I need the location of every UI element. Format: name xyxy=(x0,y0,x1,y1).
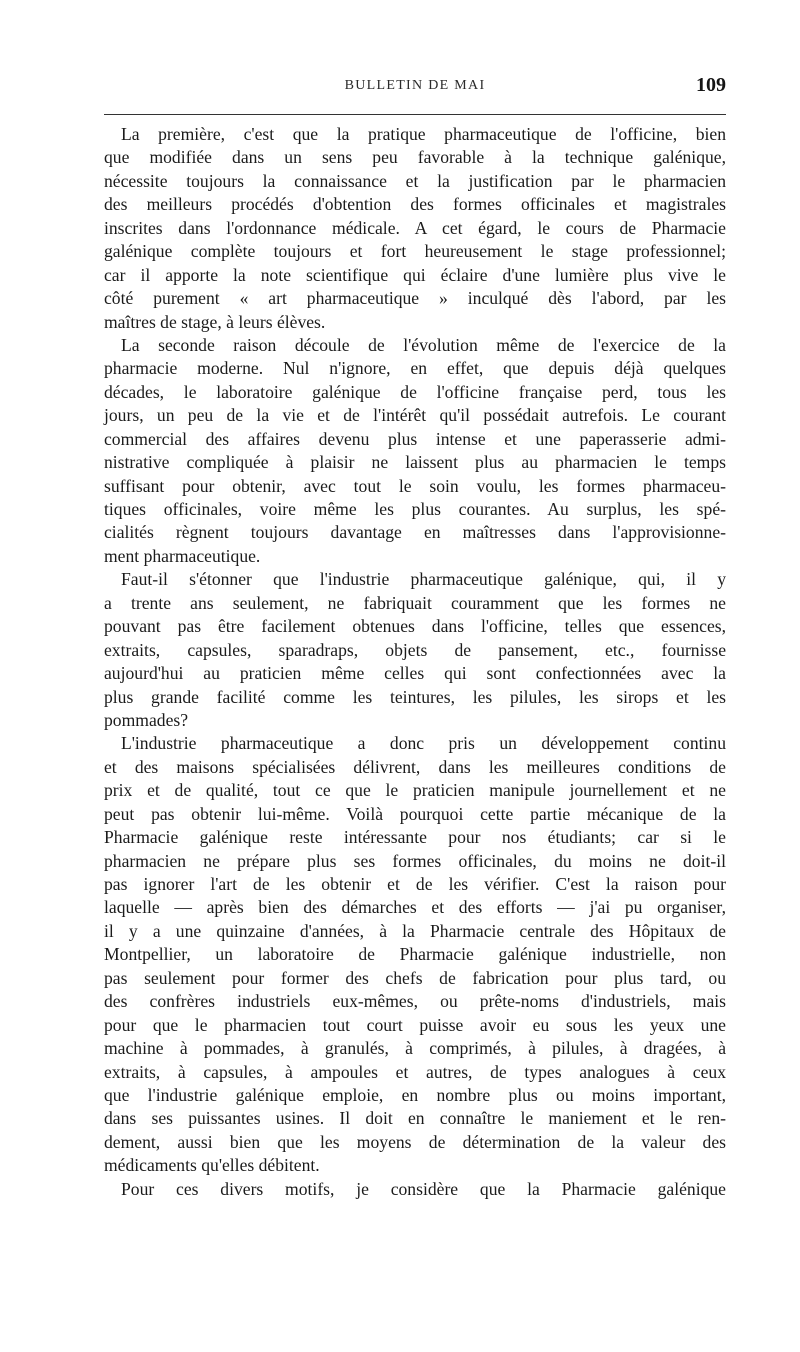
text-line: commercial des affaires devenu plus intense et une paperasserie admi- xyxy=(104,428,726,449)
text-line: dement, aussi bien que les moyens de détermination de la valeur des xyxy=(104,1131,726,1152)
text-line: dans ses puissantes usines. Il doit en connaître le maniement et le ren- xyxy=(104,1108,726,1129)
text-line: décades, le laboratoire galénique de l'officine française perd, tous les xyxy=(104,381,726,402)
text-line: maîtres de stage, à leurs élèves. xyxy=(104,311,326,332)
text-line: car il apporte la note scientifique qui éclaire d'une lumière plus vive le xyxy=(104,264,726,285)
running-title: BULLETIN DE MAI xyxy=(344,78,486,93)
page-header xyxy=(104,72,726,102)
text-line: prix et de qualité, tout ce que le praticien manipule journellement et ne xyxy=(104,780,726,801)
text-line: cialités règnent toujours davantage en maîtresses dans l'approvisionne- xyxy=(104,522,726,543)
text-line: inscrites dans l'ordonnance médicale. A cet égard, le cours de Pharmacie xyxy=(104,217,726,238)
text-line: aujourd'hui au praticien même celles qui sont confectionnées avec la xyxy=(104,663,726,684)
text-line: et des maisons spécialisées délivrent, dans les meilleures conditions de xyxy=(104,756,726,777)
text-line: extraits, capsules, sparadraps, objets de pansement, etc., fournisse xyxy=(104,639,726,660)
text-line: il y a une quinzaine d'années, à la Pharmacie centrale des Hôpitaux de xyxy=(104,920,726,941)
text-line: des confrères industriels eux-mêmes, ou prête-noms d'industriels, mais xyxy=(104,991,726,1012)
text-line: tiques officinales, voire même les plus courantes. Au surplus, les spé- xyxy=(104,499,726,519)
text-line: médicaments qu'elles débitent. xyxy=(104,1155,320,1176)
text-line: pharmacien ne prépare plus ses formes officinales, du moins ne doit-il xyxy=(104,850,726,871)
body-text xyxy=(104,123,726,1201)
text-line: des meilleurs procédés d'obtention des formes officinales et magistrales xyxy=(104,194,726,215)
text-line: jours, un peu de la vie et de l'intérêt qu'il possédait autrefois. Le courant xyxy=(104,405,726,426)
text-line: La seconde raison découle de l'évolution même de l'exercice de la xyxy=(121,334,726,355)
text-line: peut pas obtenir lui-même. Voilà pourquoi cette partie mécanique de la xyxy=(104,803,726,824)
text-line: nécessite toujours la connaissance et la justification par le pharmacien xyxy=(104,170,726,191)
text-line: Faut-il s'étonner que l'industrie pharmaceutique galénique, qui, il y xyxy=(121,569,726,590)
text-line: pouvant pas être facilement obtenues dans l'officine, telles que essences, xyxy=(104,616,726,637)
text-line: que l'industrie galénique emploie, en nombre plus ou moins important, xyxy=(104,1084,726,1105)
text-line: pommades? xyxy=(104,709,189,730)
text-line: a trente ans seulement, ne fabriquait couramment que les formes ne xyxy=(104,592,726,613)
text-line: que modifiée dans un sens peu favorable à la technique galénique, xyxy=(104,147,726,168)
text-line: ment pharmaceutique. xyxy=(104,545,261,566)
page-number: 109 xyxy=(696,74,726,96)
text-line: côté purement « art pharmaceutique » inculqué dès l'abord, par les xyxy=(104,288,726,309)
text-line: nistrative compliquée à plaisir ne laissent plus au pharmacien le temps xyxy=(104,452,726,473)
header-rule xyxy=(104,114,726,115)
text-line: Montpellier, un laboratoire de Pharmacie galénique industrielle, non xyxy=(104,944,726,965)
text-line: pas seulement pour former des chefs de fabrication pour plus tard, ou xyxy=(104,967,726,988)
text-line: pour que le pharmacien tout court puisse avoir eu sous les yeux une xyxy=(104,1014,726,1035)
text-line: plus grande facilité comme les teintures, les pilules, les sirops et les xyxy=(104,686,726,707)
text-line: machine à pommades, à granulés, à comprimés, à pilules, à dragées, à xyxy=(104,1038,726,1059)
text-line: pharmacie moderne. Nul n'ignore, en effet, que depuis déjà quelques xyxy=(104,358,726,379)
text-line: L'industrie pharmaceutique a donc pris un développement continu xyxy=(121,733,726,754)
text-line: galénique complète toujours et fort heureusement le stage professionnel; xyxy=(104,241,726,262)
text-line: suffisant pour obtenir, avec tout le soin voulu, les formes pharmaceu- xyxy=(104,475,726,496)
text-line: laquelle — après bien des démarches et des efforts — j'ai pu organiser, xyxy=(104,897,726,918)
text-line: pas ignorer l'art de les obtenir et de les vérifier. C'est la raison pour xyxy=(104,874,726,894)
text-line: Pour ces divers motifs, je considère que la Pharmacie galénique xyxy=(121,1178,726,1199)
text-line: Pharmacie galénique reste intéressante pour nos étudiants; car si le xyxy=(104,827,726,848)
text-line: La première, c'est que la pratique pharmaceutique de l'officine, bien xyxy=(121,124,726,144)
text-line: extraits, à capsules, à ampoules et autres, de types analogues à ceux xyxy=(104,1061,726,1082)
